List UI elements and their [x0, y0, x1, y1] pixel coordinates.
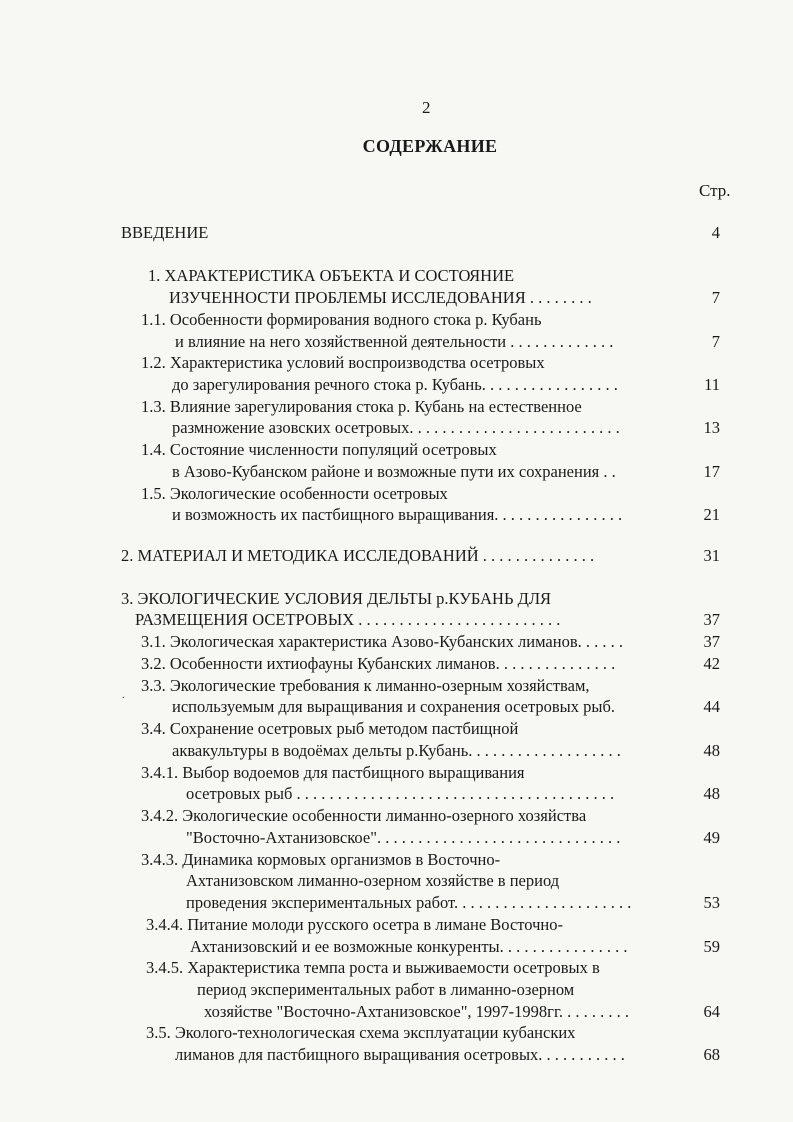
toc-entry-line: 3.2. Особенности ихтиофауны Кубанских лиманов. . . . . . . . . . . . . . . [141, 654, 616, 673]
toc-entry-line: аквакультуры в водоёмах дельты р.Кубань. . . . . . . . . . . . . . . . . . . [172, 741, 621, 760]
toc-entry-line: 1.5. Экологические особенности осетровых [141, 484, 448, 503]
toc-entry-line: 1.2. Характеристика условий воспроизводства осетровых [141, 353, 545, 372]
toc-entry-line: 3.4. Сохранение осетровых рыб методом пастбищной [141, 719, 519, 738]
toc-entry-line: лиманов для пастбищного выращивания осетровых. . . . . . . . . . . [175, 1045, 625, 1064]
toc-entry-line: 3.4.2. Экологические особенности лиманно-озерного хозяйства [141, 806, 587, 825]
toc-page-ref: 13 [703, 418, 720, 437]
toc-entry-line: размножение азовских осетровых. . . . . . . . . . . . . . . . . . . . . . . . . . [172, 418, 620, 437]
page-number: 2 [422, 98, 431, 117]
toc-page-ref: 37 [703, 610, 720, 629]
toc-page-ref: 4 [711, 223, 720, 242]
toc-entry-line: 2. МАТЕРИАЛ И МЕТОДИКА ИССЛЕДОВАНИЙ . . . . . . . . . . . . . . [121, 546, 595, 565]
toc-entry-line: 3. ЭКОЛОГИЧЕСКИЕ УСЛОВИЯ ДЕЛЬТЫ р.КУБАНЬ ДЛЯ [121, 589, 552, 608]
toc-page-ref: 11 [704, 375, 720, 394]
toc-entry-line: ВВЕДЕНИЕ [121, 223, 209, 242]
toc-entry-line: и возможность их пастбищного выращивания. . . . . . . . . . . . . . . . [172, 505, 623, 524]
toc-page-ref: 31 [703, 546, 720, 565]
toc-page-ref: 21 [703, 505, 720, 524]
toc-entry-line: 1.1. Особенности формирования водного стока р. Кубань [141, 310, 542, 329]
toc-entry-line: до зарегулирования речного стока р. Кубань. . . . . . . . . . . . . . . . . [172, 375, 618, 394]
toc-entry-line: 1. ХАРАКТЕРИСТИКА ОБЪЕКТА И СОСТОЯНИЕ [148, 266, 515, 285]
toc-entry-line: 1.3. Влияние зарегулирования стока р. Кубань на естественное [141, 397, 582, 416]
toc-entry-line: 1.4. Состояние численности популяций осетровых [141, 440, 497, 459]
toc-page-ref: 48 [703, 741, 720, 760]
toc-entry-line: проведения экспериментальных работ. . . . . . . . . . . . . . . . . . . . . . [186, 893, 632, 912]
toc-entry-line: 3.4.4. Питание молоди русского осетра в лимане Восточно- [146, 915, 563, 934]
toc-entry-line: 3.4.3. Динамика кормовых организмов в Восточно- [141, 850, 501, 869]
toc-entry-line: 3.4.1. Выбор водоемов для пастбищного выращивания [141, 763, 525, 782]
toc-entry-line: хозяйстве "Восточно-Ахтанизовское", 1997-1998гг. . . . . . . . . [204, 1002, 629, 1021]
toc-page-ref: 49 [703, 828, 720, 847]
toc-page-ref: 17 [703, 462, 720, 481]
toc-entry-line: 3.1. Экологическая характеристика Азово-Кубанских лиманов. . . . . . [141, 632, 624, 651]
toc-page-ref: 48 [703, 784, 720, 803]
toc-page-ref: 37 [703, 632, 720, 651]
toc-entry-line: период экспериментальных работ в лиманно-озерном [197, 980, 575, 999]
toc-page-ref: 7 [711, 288, 720, 307]
page-column-header: Стр. [699, 181, 731, 200]
toc-entry-line: 3.3. Экологические требования к лиманно-озерным хозяйствам, [141, 676, 590, 695]
toc-entry-line: Ахтанизовском лиманно-озерном хозяйстве в период [186, 871, 560, 890]
toc-page-ref: 68 [703, 1045, 720, 1064]
toc-entry-line: в Азово-Кубанском районе и возможные пути их сохранения . . [172, 462, 616, 481]
toc-entry-line: осетровых рыб . . . . . . . . . . . . . . . . . . . . . . . . . . . . . . . . . . . . . . . [186, 784, 615, 803]
page-title: СОДЕРЖАНИЕ [362, 136, 498, 156]
toc-entry-line: 3.4.5. Характеристика темпа роста и выживаемости осетровых в [146, 958, 600, 977]
toc-page-ref: 53 [703, 893, 720, 912]
toc-page-ref: 59 [703, 937, 720, 956]
toc-entry-line: используемым для выращивания и сохранения осетровых рыб. [172, 697, 615, 716]
toc-entry-line: "Восточно-Ахтанизовское". . . . . . . . . . . . . . . . . . . . . . . . . . . . . . [186, 828, 621, 847]
stray-mark: . [122, 690, 125, 701]
toc-entry-line: 3.5. Эколого-технологическая схема эксплуатации кубанских [146, 1023, 576, 1042]
toc-entry-line: и влияние на него хозяйственной деятельности . . . . . . . . . . . . . [175, 332, 614, 351]
toc-entry-line: ИЗУЧЕННОСТИ ПРОБЛЕМЫ ИССЛЕДОВАНИЯ . . . . . . . . [169, 288, 592, 307]
toc-page-ref: 44 [703, 697, 720, 716]
toc-page-ref: 64 [703, 1002, 720, 1021]
toc-entry-line: Ахтанизовский и ее возможные конкуренты. . . . . . . . . . . . . . . . [190, 937, 628, 956]
toc-page-ref: 7 [711, 332, 720, 351]
toc-page-ref: 42 [703, 654, 720, 673]
toc-entry-line: РАЗМЕЩЕНИЯ ОСЕТРОВЫХ . . . . . . . . . . . . . . . . . . . . . . . . . [135, 610, 561, 629]
